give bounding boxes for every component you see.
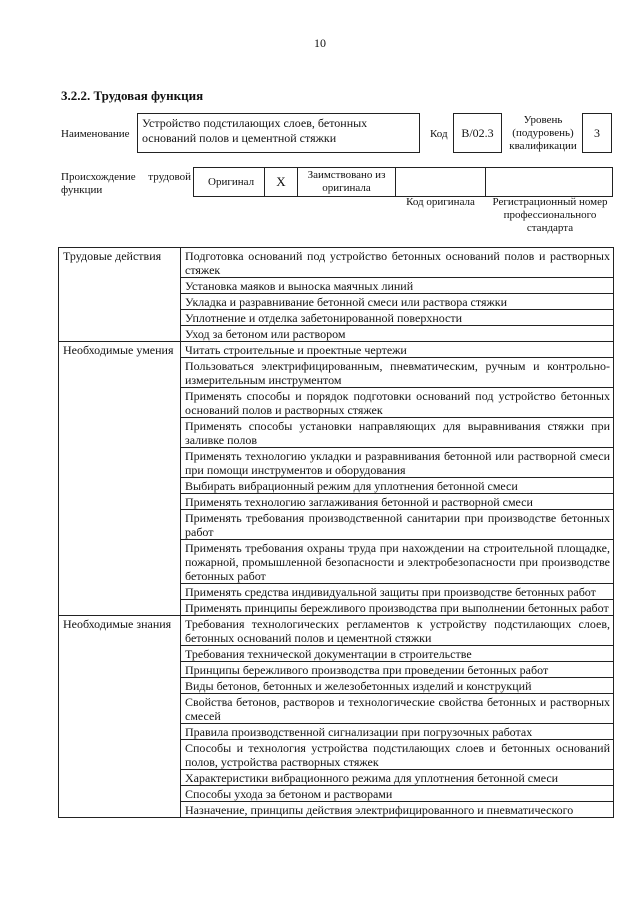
code-value: B/02.3 <box>461 126 494 140</box>
table-item: Способы ухода за бетоном и растворами <box>181 786 614 802</box>
level-label: Уровень (подуровень) квалификации <box>509 114 577 152</box>
code-original-label: Код оригинала <box>406 196 475 208</box>
table-item: Пользоваться электрифицированным, пневматическим, ручным и контрольно-измерительным инструментом <box>181 358 614 388</box>
reg-number-box <box>485 167 613 197</box>
original-box <box>193 167 265 197</box>
table-item: Требования технической документации в строительстве <box>181 646 614 662</box>
category-labor-actions: Трудовые действия <box>59 248 181 342</box>
table-item: Применять требования производственной санитарии при производстве бетонных работ <box>181 510 614 540</box>
table-item: Читать строительные и проектные чертежи <box>181 342 614 358</box>
table-item: Характеристики вибрационного режима для уплотнения бетонной смеси <box>181 770 614 786</box>
table-item: Принципы бережливого производства при проведении бетонных работ <box>181 662 614 678</box>
table-item: Свойства бетонов, растворов и технологические свойства бетонных и растворных смесей <box>181 694 614 724</box>
table-item: Применять принципы бережливого производства при выполнении бетонных работ <box>181 600 614 616</box>
table-item: Установка маяков и выноска маячных линий <box>181 278 614 294</box>
table-row <box>59 616 614 646</box>
code-value-box <box>453 113 502 153</box>
name-label: Наименование <box>61 128 130 140</box>
table-item: Правила производственной сигнализации при погрузочных работах <box>181 724 614 740</box>
table-item: Требования технологических регламентов к устройству подстилающих слоев, бетонных оснований полов и цементной стяжки <box>181 616 614 646</box>
table-item: Применять средства индивидуальной защиты при производстве бетонных работ <box>181 584 614 600</box>
table-item: Виды бетонов, бетонных и железобетонных изделий и конструкций <box>181 678 614 694</box>
table-item: Применять способы и порядок подготовки оснований под устройство бетонных оснований полов и растворных стяжек <box>181 388 614 418</box>
code-label: Код <box>430 128 448 140</box>
table-item: Применять технологию укладки и разравнивания бетонной или растворной смеси при помощи инструментов и оборудования <box>181 448 614 478</box>
table-item: Укладка и разравнивание бетонной смеси или раствора стяжки <box>181 294 614 310</box>
table-item: Способы и технология устройства подстилающих слоев и бетонных оснований полов, устройства растворных стяжек <box>181 740 614 770</box>
original-mark: X <box>276 174 286 189</box>
name-value-box <box>137 113 420 153</box>
table-item: Уход за бетоном или раствором <box>181 326 614 342</box>
table-item: Применять способы установки направляющих для выравнивания стяжки при заливке полов <box>181 418 614 448</box>
category-required-knowledge: Необходимые знания <box>59 616 181 818</box>
section-title: 3.2.2. Трудовая функция <box>61 88 204 103</box>
level-value: 3 <box>594 126 600 140</box>
category-required-skills: Необходимые умения <box>59 342 181 616</box>
table-row <box>59 342 614 358</box>
table-item: Уплотнение и отделка забетонированной поверхности <box>181 310 614 326</box>
level-value-box <box>582 113 612 153</box>
original-label: Оригинал <box>208 176 255 188</box>
code-original-box <box>395 167 486 197</box>
table-item: Применять технологию заглаживания бетонной и растворной смеси <box>181 494 614 510</box>
table-item: Применять требования охраны труда при нахождении на строительной площадке, пожарной, промышленной безопасности и электробезопасности при производстве бетонных работ <box>181 540 614 584</box>
table-item: Подготовка оснований под устройство бетонных оснований полов и растворных стяжек <box>181 248 614 278</box>
borrowed-label: Заимствовано из оригинала <box>307 169 386 194</box>
name-value: Устройство подстилающих слоев, бетонных оснований полов и цементной стяжки <box>142 116 368 145</box>
page-number: 10 <box>314 36 326 50</box>
reg-number-label: Регистрационный номер профессионального стандарта <box>492 196 608 234</box>
function-table-body <box>59 248 614 818</box>
table-item: Выбирать вибрационный режим для уплотнения бетонной смеси <box>181 478 614 494</box>
original-mark-box <box>264 167 298 197</box>
borrowed-box <box>297 167 396 197</box>
function-table <box>58 247 614 818</box>
table-item: Назначение, принципы действия электрифицированного и пневматического <box>181 802 614 818</box>
origin-label: Происхождение трудовой функции <box>61 171 191 196</box>
table-row <box>59 248 614 278</box>
